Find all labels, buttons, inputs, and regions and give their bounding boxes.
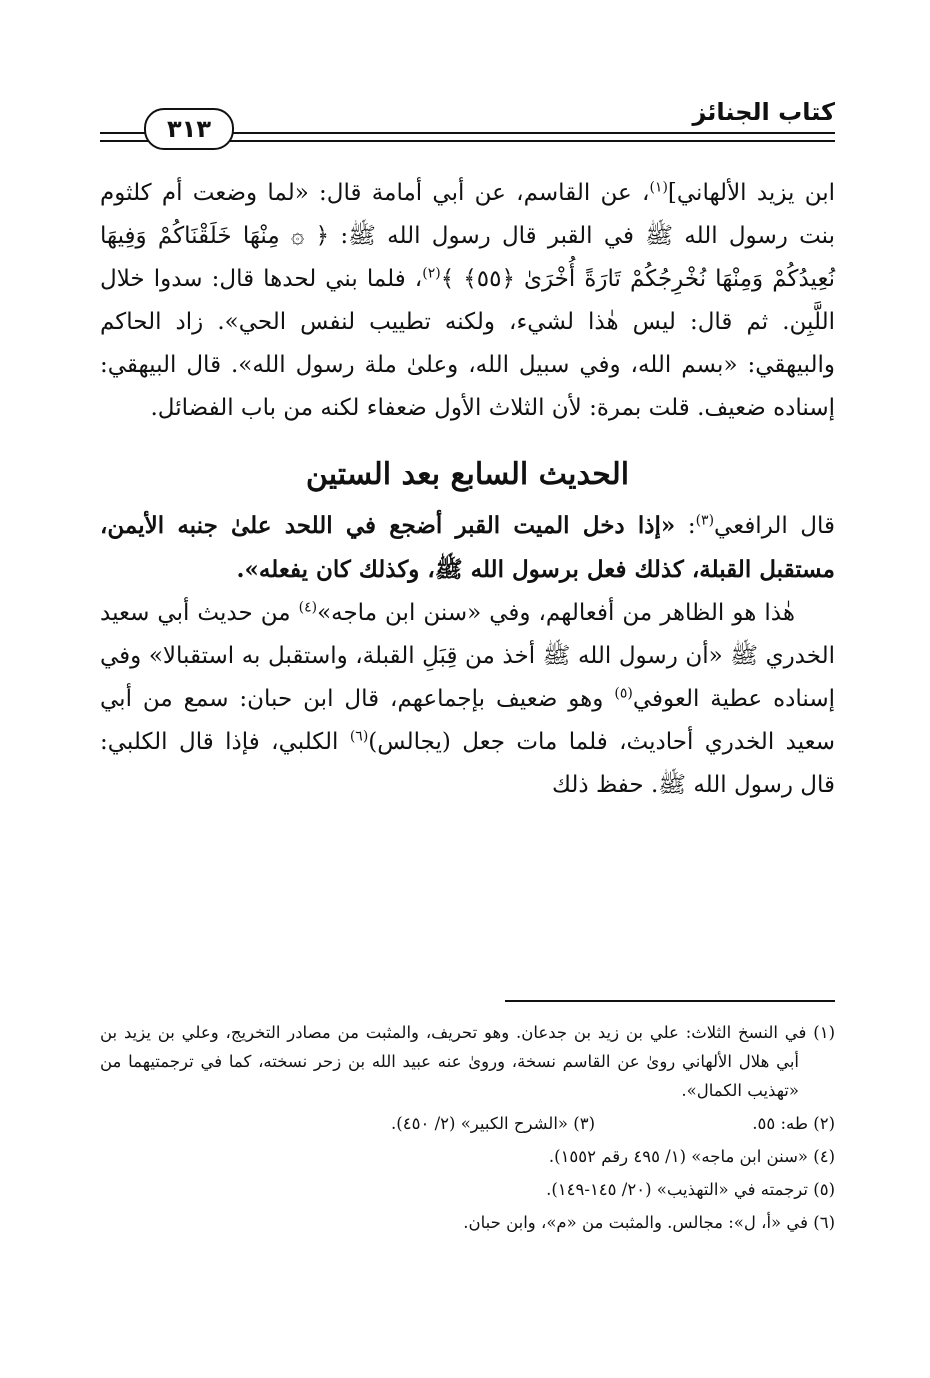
footnote-separator bbox=[505, 1000, 835, 1002]
footnotes bbox=[100, 1018, 835, 1241]
section-heading: الحديث السابع بعد الستين bbox=[305, 457, 630, 492]
footnote-ref-5: (٥) bbox=[614, 685, 633, 702]
p1-text-a: ابن يزيد الألهاني] bbox=[667, 180, 835, 206]
footnote-5: (٥) ترجمته في «التهذيب» (٢٠/ ١٤٥-١٤٩). bbox=[546, 1180, 835, 1199]
paragraph-rafii-quote bbox=[100, 504, 835, 592]
p2-bold-quote: «إذا دخل الميت القبر أضجع في اللحد علىٰ جنبه الأيمن، مستقبل القبلة، كذلك فعل برسول الله ﷺ، وكذلك كان يفعله». bbox=[100, 512, 835, 583]
footnote-ref-6: (٦) bbox=[349, 728, 369, 745]
footnote-4: (٤) «سنن ابن ماجه» (١/ ٤٩٥ رقم ١٥٥٢). bbox=[548, 1147, 835, 1166]
main-text bbox=[100, 172, 835, 807]
footnote-row-2-3 bbox=[100, 1109, 835, 1138]
page-header bbox=[100, 96, 835, 148]
p3-text-c: وهو ضعيف بإجماعهم، قال ابن حبان: سمع من أبي سعيد الخدري أحاديث، فلما مات جعل (يجالس) bbox=[100, 686, 835, 755]
page-number: ٣١٣ bbox=[144, 108, 234, 150]
footnote-ref-2: (٢) bbox=[422, 265, 441, 282]
p1-text-b: ، عن القاسم، عن أبي أمامة قال: «لما وضعت أم كلثوم بنت رسول الله ﷺ في القبر قال رسول الله ﷺ: ﴿ ۞ مِنْهَا خَلَقْنَاكُمْ وَفِيهَا نُعِيدُكُمْ وَمِنْهَا نُخْرِجُكُمْ تَارَةً أُخْرَىٰ ﴿٥٥﴾ ﴾ bbox=[100, 180, 835, 292]
footnote-3: (٣) «الشرح الكبير» (٢/ ٤٥٠). bbox=[391, 1114, 595, 1133]
footnote-ref-3: (٣) bbox=[695, 512, 715, 529]
p1-text-c: ، فلما بني لحدها قال: سدوا خلال اللَّبِن. ثم قال: ليس هٰذا لشيء، ولكنه تطييب لنفس الحي». زاد الحاكم والبيهقي: «بسم الله، وفي سبيل الله، وعلىٰ ملة رسول الله». قال البيهقي: إسناده ضعيف. قلت بمرة: لأن الثلاث الأول ضعفاء لكنه من باب الفضائل. bbox=[100, 266, 835, 421]
footnote-ref-4: (٤) bbox=[298, 599, 318, 616]
p3-text-d: الكلبي، فإذا قال الكلبي: قال رسول الله ﷺ. حفظ ذلك bbox=[100, 729, 835, 798]
footnote-2: (٢) طه: ٥٥. bbox=[752, 1114, 835, 1133]
footnote-6: (٦) في «أ، ل»: مجالس. والمثبت من «م»، وابن حبان. bbox=[463, 1213, 835, 1232]
p2-text-a: قال الرافعي bbox=[714, 513, 836, 539]
chapter-title: كتاب الجنائز bbox=[692, 98, 835, 126]
paragraph-hadith-text bbox=[100, 172, 835, 430]
paragraph-commentary bbox=[100, 592, 835, 807]
footnote-ref-1: (١) bbox=[649, 179, 668, 196]
footnote-1: (١) في النسخ الثلاث: علي بن زيد بن جدعان. وهو تحريف، والمثبت من مصادر التخريج، وعلي بن يزيد بن أبي هلال الألهاني روىٰ عن القاسم نسخة، وروىٰ عنه عبيد الله بن زحر نسخته، كما في ترجمتيهما من «تهذيب الكمال». bbox=[100, 1023, 835, 1100]
p3-text-b: من حديث أبي سعيد الخدري ﷺ «أن رسول الله ﷺ أخذ من قِبَلِ القبلة، واستقبل به استقبالا» وفي إسناده عطية العوفي bbox=[100, 600, 835, 712]
p3-text-a: هٰذا هو الظاهر من أفعالهم، وفي «سنن ابن ماجه» bbox=[317, 600, 795, 626]
p2-colon: : bbox=[675, 513, 696, 539]
